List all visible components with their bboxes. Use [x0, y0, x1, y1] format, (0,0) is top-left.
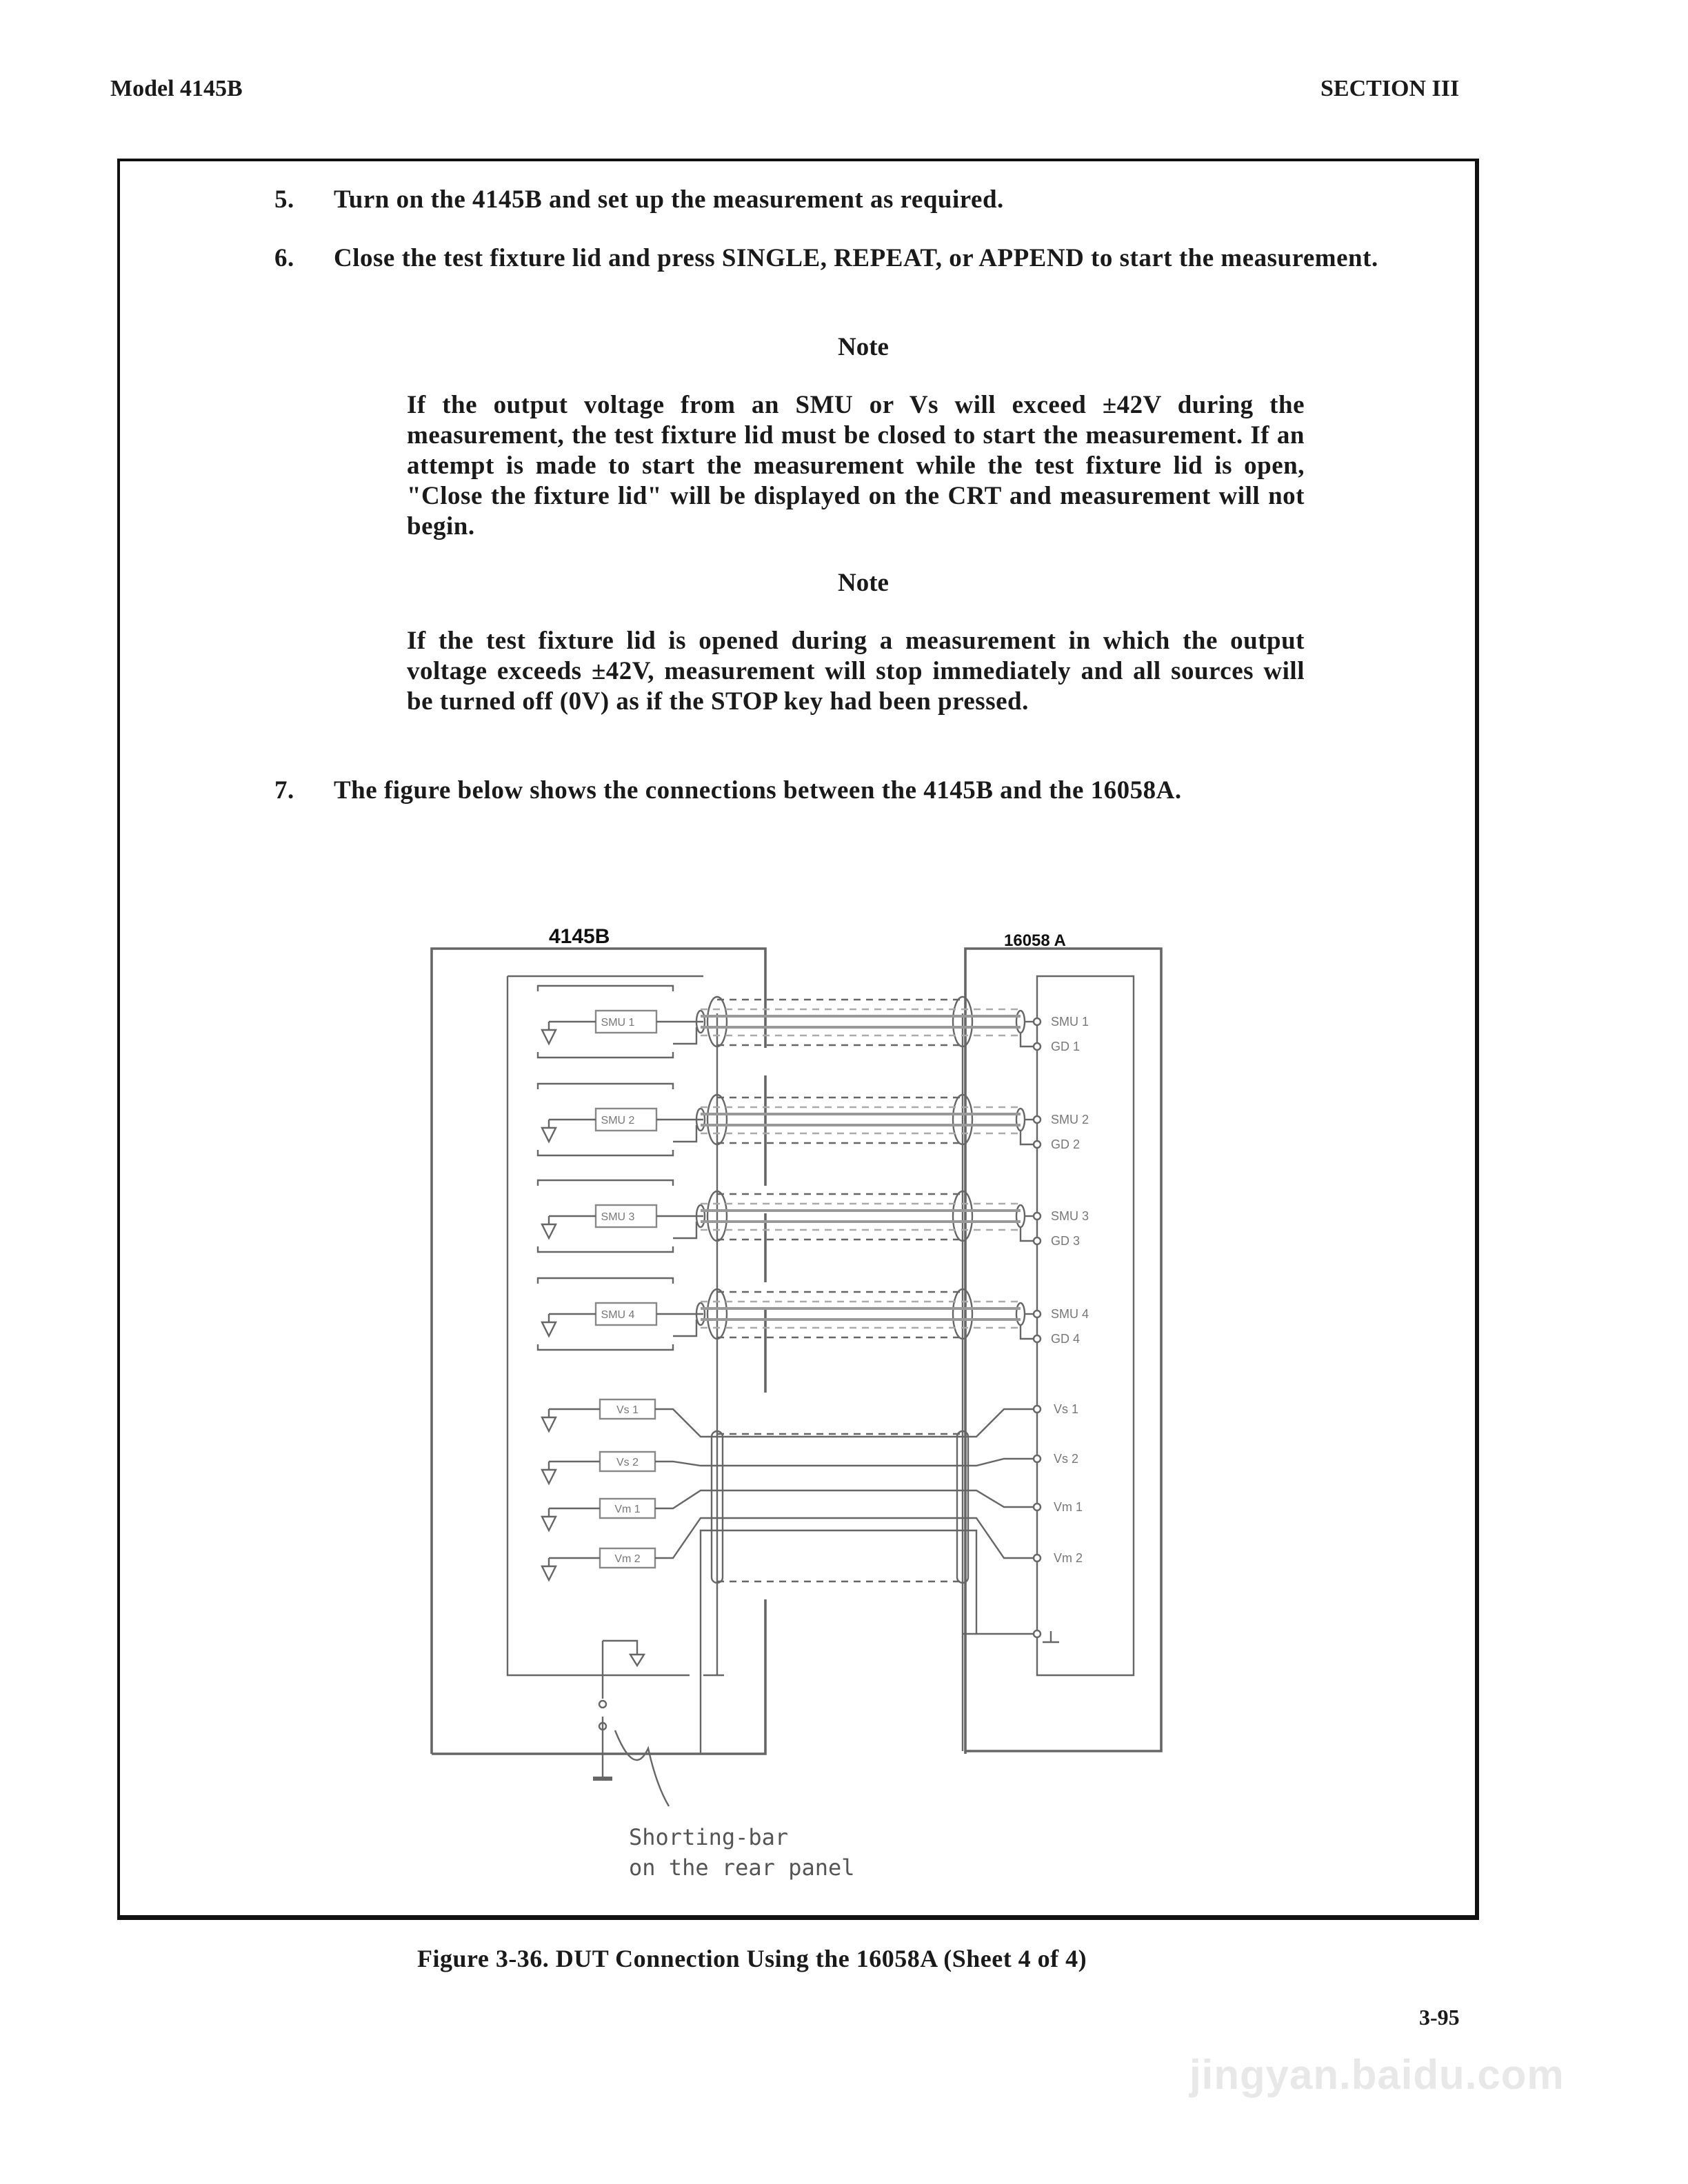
diagram-line [673, 1027, 696, 1044]
diagram-line [1021, 1033, 1033, 1046]
terminal [1034, 1406, 1041, 1413]
label-4145b: 4145B [549, 925, 610, 948]
shorting-bar-terminal [599, 1701, 606, 1708]
shorting-bar-label: Shorting-bar [629, 1824, 789, 1850]
terminal [1034, 1455, 1041, 1462]
terminal [1034, 1116, 1041, 1123]
source-unit-label: Vm 1 [614, 1504, 641, 1515]
terminal-label: Vs 2 [1054, 1452, 1079, 1466]
ground-icon [542, 1120, 556, 1142]
source-unit-label: Vs 1 [616, 1404, 639, 1416]
terminal-label: SMU 3 [1051, 1209, 1089, 1223]
step-number: 5. [274, 185, 294, 214]
step-number: 6. [274, 244, 294, 272]
figure-caption: Figure 3-36. DUT Connection Using the 16058A (Sheet 4 of 4) [417, 1945, 1087, 1972]
note-title: Note [838, 333, 889, 361]
terminal-label: SMU 2 [1051, 1113, 1089, 1126]
coax-connector [1016, 1205, 1025, 1227]
terminal-label: GD 2 [1051, 1138, 1081, 1151]
source-wire [655, 1409, 1034, 1437]
terminal [1034, 1630, 1041, 1637]
coax-connector [1016, 1303, 1025, 1325]
terminal [1034, 1237, 1041, 1244]
terminal-label: Vs 1 [1054, 1402, 1079, 1416]
terminal-label: GD 3 [1051, 1234, 1081, 1248]
terminal [1034, 1141, 1041, 1148]
diagram-line [1021, 1325, 1033, 1339]
ground-icon [542, 1314, 556, 1336]
ground-icon [542, 1462, 556, 1484]
ground-icon [542, 1508, 556, 1530]
header-section: SECTION III [1320, 76, 1460, 101]
terminal [1034, 1213, 1041, 1220]
terminal-label: GD 1 [1051, 1040, 1081, 1053]
ground-icon [542, 1558, 556, 1580]
terminal [1034, 1018, 1041, 1025]
diagram-line [1021, 1131, 1033, 1144]
leader-line [615, 1730, 669, 1806]
smu-unit-label: SMU 4 [601, 1309, 635, 1321]
diagram-line [673, 1125, 696, 1142]
terminal [1034, 1504, 1041, 1510]
terminal-label: Vm 1 [1054, 1500, 1083, 1514]
smu-unit-label: SMU 3 [601, 1211, 635, 1223]
source-unit-label: Vm 2 [614, 1553, 641, 1565]
note-text: If the output voltage from an SMU or Vs will exceed ±42V during the measurement, the test fixture lid must be closed to start the measurement. If an attempt is made to start the measurement while the test fixture lid is open, "Close the fixture lid" will be displayed on the CRT and measurement will not begin. [407, 391, 1305, 540]
4145b-outer-box [432, 949, 765, 1754]
note-title: Note [838, 569, 889, 597]
terminal [1034, 1311, 1041, 1317]
smu-unit-label: SMU 2 [601, 1115, 635, 1126]
coax-connector [1016, 1109, 1025, 1131]
step-text: Turn on the 4145B and set up the measurement as required. [334, 185, 1004, 214]
terminal-label: GD 4 [1051, 1332, 1081, 1346]
label-16058a: 16058 A [1004, 931, 1066, 950]
diagram-line [673, 1222, 696, 1238]
source-unit-label: Vs 2 [616, 1457, 639, 1468]
ground-icon [1043, 1631, 1059, 1642]
diagram-line [1021, 1227, 1033, 1241]
terminal [1034, 1335, 1041, 1342]
step-number: 7. [274, 776, 294, 805]
ground-icon [603, 1641, 644, 1666]
smu-unit-label: SMU 1 [601, 1017, 635, 1029]
diagram-line [701, 1530, 1034, 1754]
shorting-bar-label: on the rear panel [629, 1854, 855, 1881]
diagram-line [673, 1320, 696, 1336]
terminal-label: SMU 4 [1051, 1307, 1089, 1321]
ground-icon [542, 1216, 556, 1238]
coax-connector [1016, 1011, 1025, 1033]
watermark-url: jingyan.baidu.com [1189, 2052, 1565, 2098]
page-number: 3-95 [1419, 2005, 1460, 2030]
terminal [1034, 1043, 1041, 1050]
ground-icon [542, 1409, 556, 1431]
terminal [1034, 1555, 1041, 1561]
step-text: The figure below shows the connections between the 4145B and the 16058A. [334, 776, 1182, 805]
16058a-inner-box [1037, 976, 1134, 1675]
header-model: Model 4145B [110, 76, 243, 101]
terminal-label: SMU 1 [1051, 1015, 1089, 1029]
note-text: If the test fixture lid is opened during a measurement in which the output voltage exceeds ±42V, measurement will stop immediately and all sources will be turned off (0V) as if the STOP key had been pressed. [407, 627, 1305, 716]
ground-icon [542, 1022, 556, 1044]
step-text: Close the test fixture lid and press SINGLE, REPEAT, or APPEND to start the measurement. [334, 244, 1378, 272]
terminal-label: Vm 2 [1054, 1551, 1083, 1565]
